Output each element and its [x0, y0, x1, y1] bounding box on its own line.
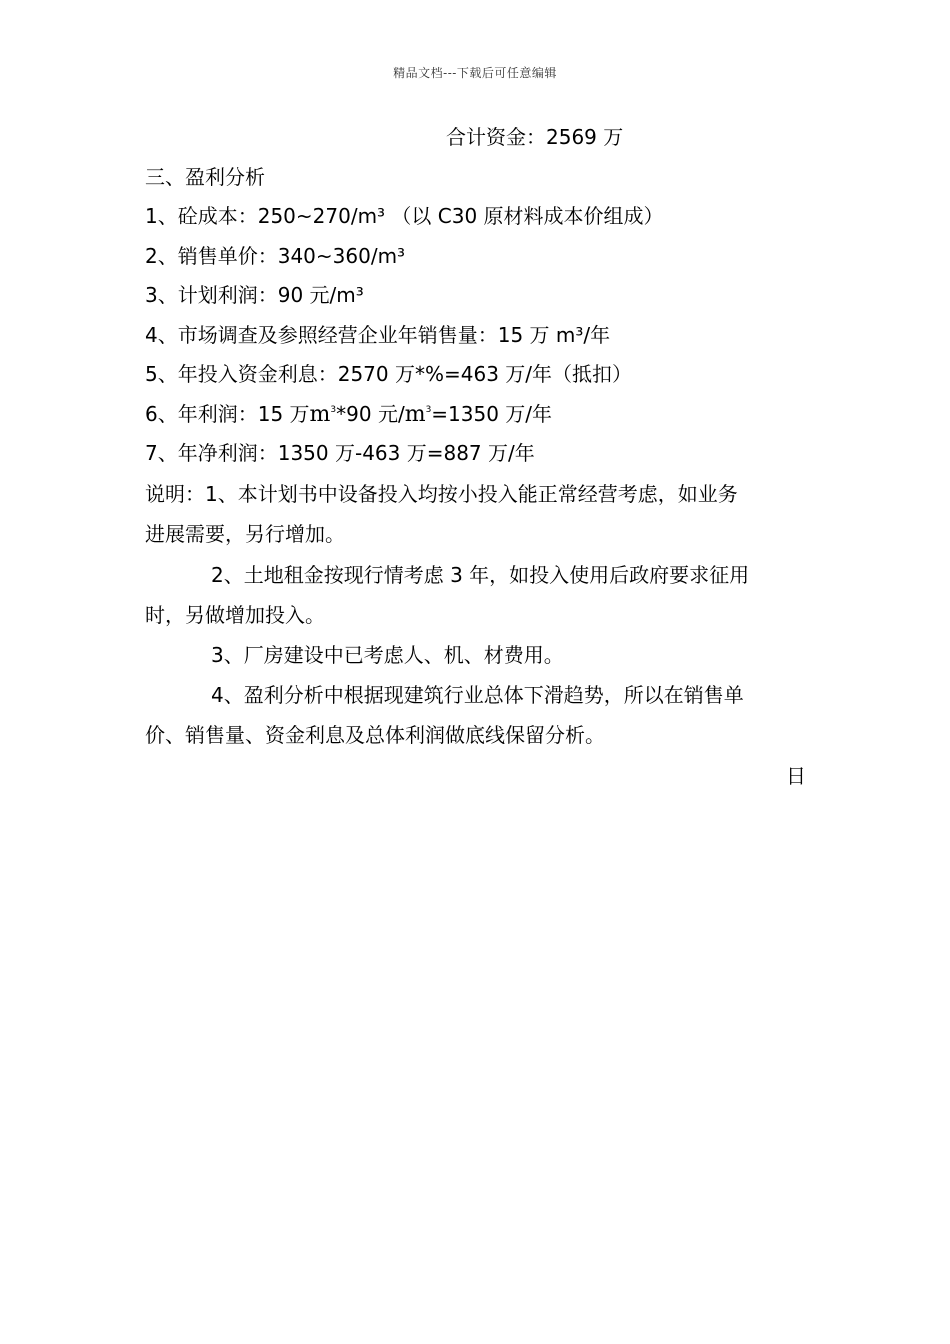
item-6-sup-1: 3 — [330, 405, 337, 415]
item-6-unit-m2: m — [404, 402, 426, 427]
note-4-line-2: 价、销售量、资金利息及总体利润做底线保留分析。 — [145, 723, 605, 747]
note-1-line-1: 说明：1、本计划书中设备投入均按小投入能正常经营考虑，如业务 — [145, 482, 738, 506]
item-1: 1、砼成本：250~270/m³ （以 C30 原材料成本价组成） — [145, 204, 664, 228]
item-3: 3、计划利润：90 元/m³ — [145, 283, 364, 307]
page-header: 精品文档---下载后可任意编辑 — [393, 66, 557, 80]
total-funds: 合计资金：2569 万 — [446, 125, 624, 149]
item-6-sup-2: 3 — [425, 405, 432, 415]
item-4: 4、市场调查及参照经营企业年销售量：15 万 m³/年 — [145, 323, 611, 347]
item-6-part-a: 6、年利润：15 万 — [145, 402, 310, 426]
note-2-line-2: 时，另做增加投入。 — [145, 603, 325, 627]
item-6-part-c: =1350 万/年 — [431, 402, 553, 426]
item-7: 7、年净利润：1350 万-463 万=887 万/年 — [145, 441, 535, 465]
note-4-line-1: 4、盈利分析中根据现建筑行业总体下滑趋势，所以在销售单 — [211, 683, 744, 707]
section-title: 三、盈利分析 — [145, 165, 265, 189]
item-5: 5、年投入资金利息：2570 万*%=463 万/年（抵扣） — [145, 362, 633, 386]
date-label: 日 — [786, 764, 806, 788]
item-6-part-b: *90 元/ — [336, 402, 405, 426]
item-2: 2、销售单价：340~360/m³ — [145, 244, 406, 268]
note-2-line-1: 2、土地租金按现行情考虑 3 年，如投入使用后政府要求征用 — [211, 563, 750, 587]
note-3: 3、厂房建设中已考虑人、机、材费用。 — [211, 643, 564, 667]
item-6-unit-m1: m — [309, 402, 331, 427]
item-6 — [145, 400, 552, 429]
note-1-line-2: 进展需要，另行增加。 — [145, 522, 345, 546]
